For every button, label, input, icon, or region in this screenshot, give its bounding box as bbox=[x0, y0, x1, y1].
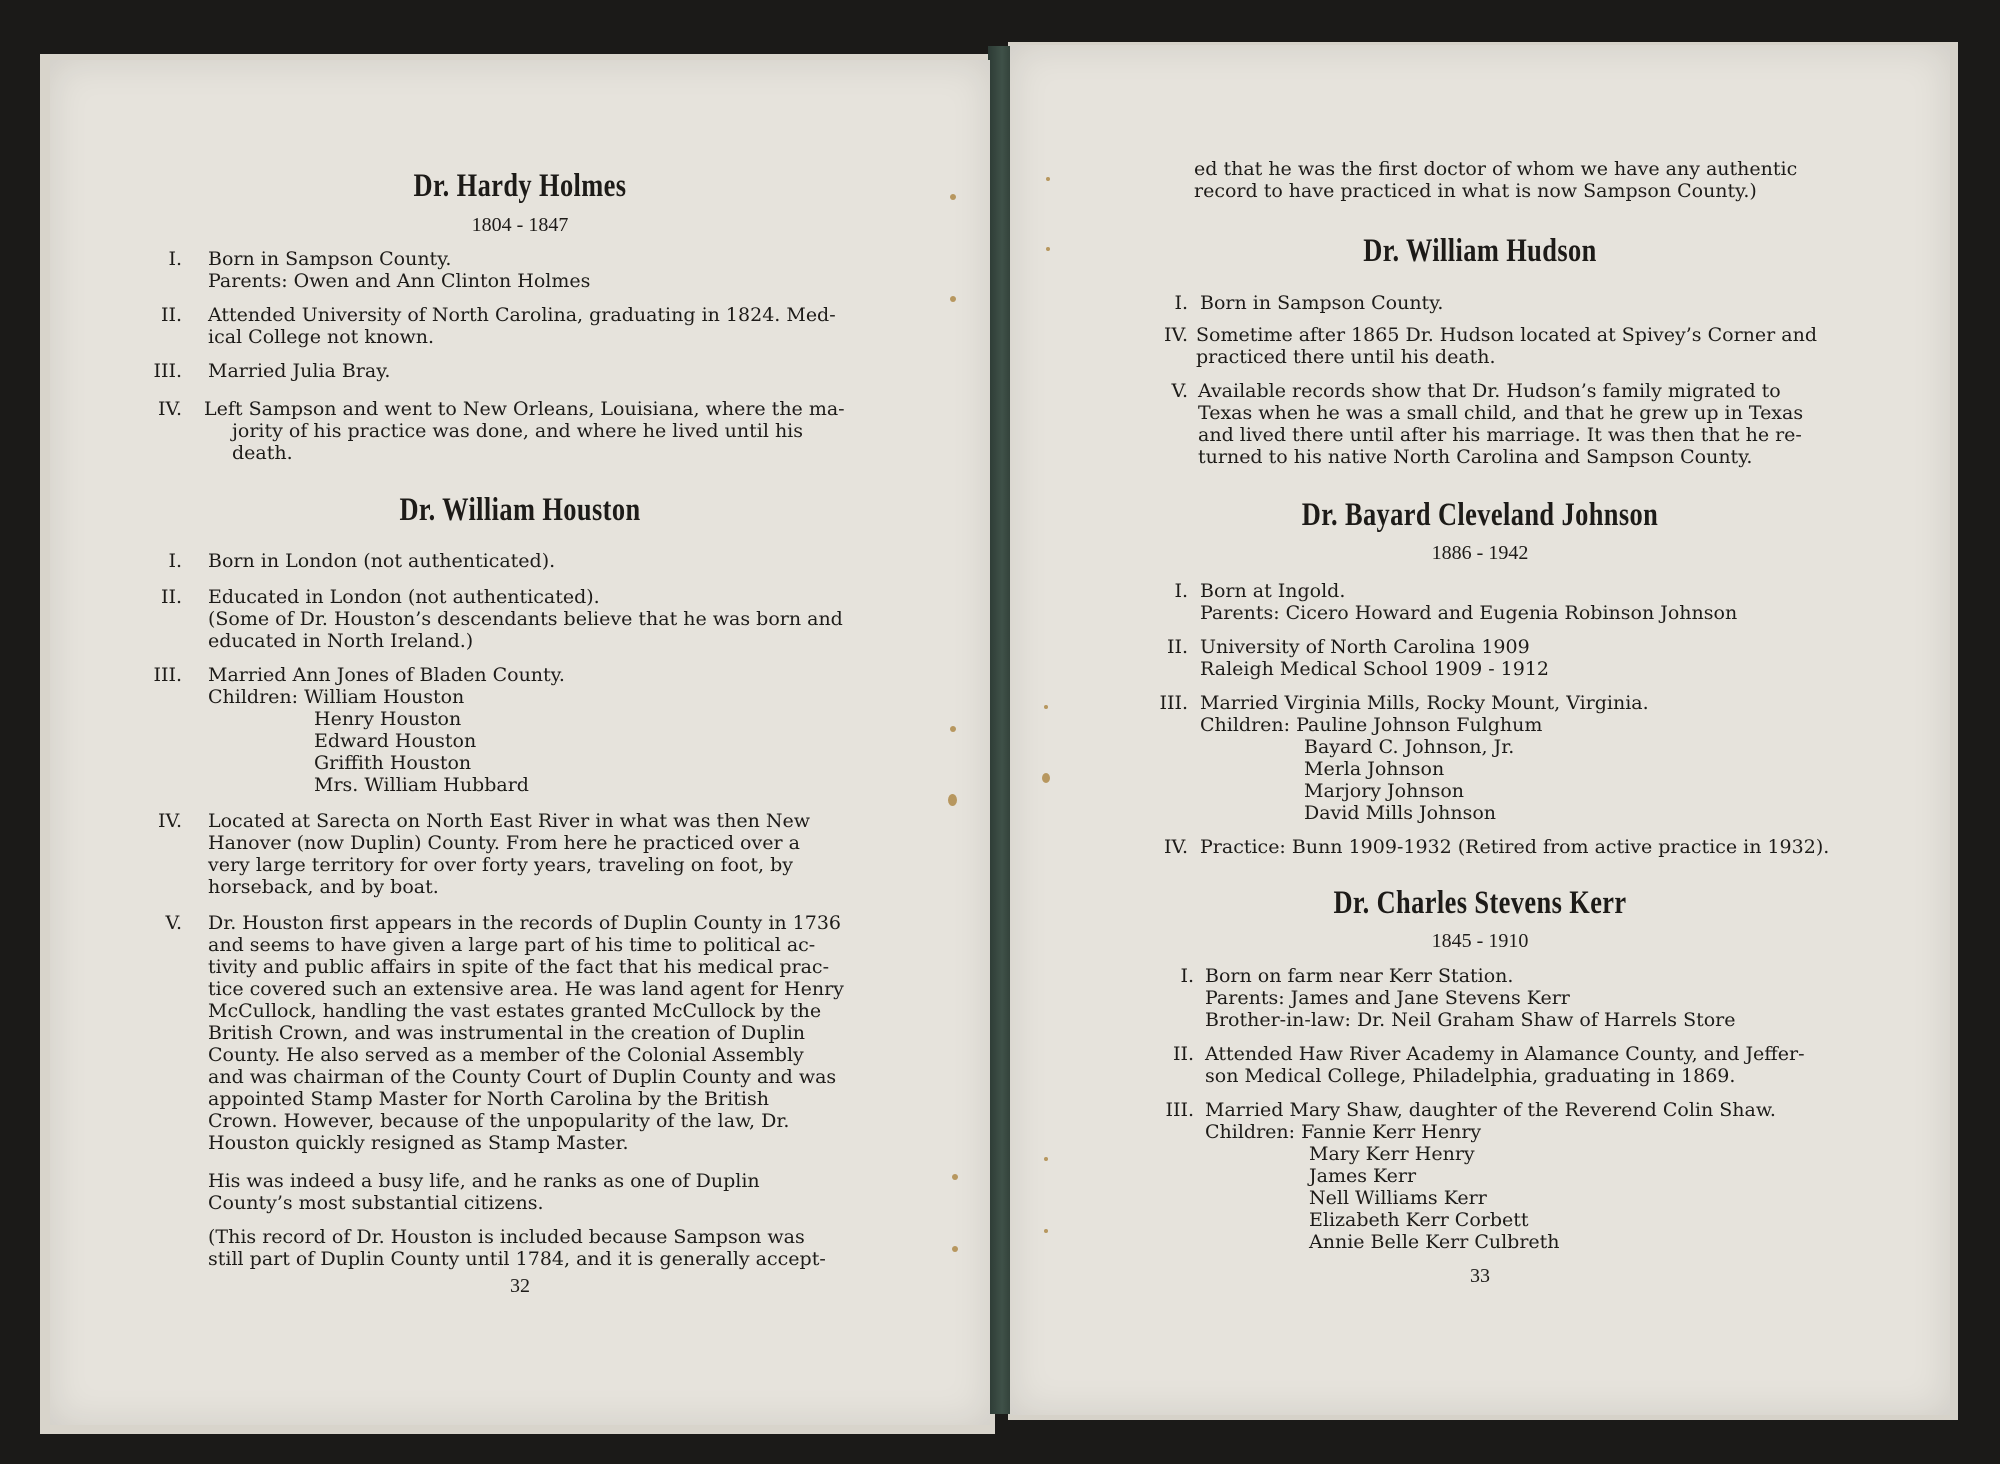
item-number: I. bbox=[1174, 292, 1188, 314]
item-number: II. bbox=[1166, 636, 1188, 658]
item-number: I. bbox=[168, 248, 182, 270]
item-line: Sometime after 1865 Dr. Hudson located at Spivey’s Corner and bbox=[1196, 324, 1817, 346]
item-line: Griffith Houston bbox=[314, 752, 472, 774]
item-line: horseback, and by boat. bbox=[208, 876, 439, 898]
page-32 bbox=[50, 60, 990, 1425]
item-line: appointed Stamp Master for North Carolina by the British bbox=[208, 1088, 769, 1110]
item-line: turned to his native North Carolina and Sampson County. bbox=[1198, 446, 1753, 468]
item-line: Married Mary Shaw, daughter of the Reverend Colin Shaw. bbox=[1205, 1099, 1776, 1121]
staple-hole bbox=[952, 1174, 958, 1180]
item-number: III. bbox=[1165, 1099, 1194, 1121]
item-line: Born in Sampson County. bbox=[1200, 292, 1444, 314]
staple-hole bbox=[1046, 177, 1050, 181]
heading-hardy-holmes: Dr. Hardy Holmes bbox=[413, 168, 627, 204]
item-line: Educated in London (not authenticated). bbox=[208, 586, 600, 608]
item-line: James Kerr bbox=[1309, 1165, 1417, 1187]
item-line: Born at Ingold. bbox=[1200, 580, 1346, 602]
staple-hole bbox=[1046, 247, 1050, 251]
item-line: Married Julia Bray. bbox=[208, 360, 391, 382]
item-line: educated in North Ireland.) bbox=[208, 630, 474, 652]
item-number: I. bbox=[1180, 965, 1194, 987]
item-line: Available records show that Dr. Hudson’s family migrated to bbox=[1198, 380, 1781, 402]
item-line: (Some of Dr. Houston’s descendants believe that he was born and bbox=[208, 608, 843, 630]
heading-william-houston: Dr. William Houston bbox=[399, 492, 641, 528]
item-number: II. bbox=[1172, 1043, 1194, 1065]
item-line: and was chairman of the County Court of Duplin County and was bbox=[208, 1066, 837, 1088]
paragraph-line: still part of Duplin County until 1784, and it is generally accept- bbox=[208, 1248, 826, 1270]
staple-hole bbox=[1044, 705, 1048, 709]
item-number: I. bbox=[168, 550, 182, 572]
item-line: tice covered such an extensive area. He was land agent for Henry bbox=[208, 978, 844, 1000]
item-line: Married Ann Jones of Bladen County. bbox=[208, 664, 565, 686]
item-line: Born on farm near Kerr Station. bbox=[1205, 965, 1514, 987]
item-line: Parents: Cicero Howard and Eugenia Robinson Johnson bbox=[1200, 602, 1738, 624]
staple-hole bbox=[950, 296, 956, 302]
item-line: son Medical College, Philadelphia, graduating in 1869. bbox=[1205, 1065, 1736, 1087]
item-line: Practice: Bunn 1909-1932 (Retired from active practice in 1932). bbox=[1200, 836, 1830, 858]
item-line: practiced there until his death. bbox=[1196, 346, 1496, 368]
item-line: and seems to have given a large part of his time to political ac- bbox=[208, 934, 816, 956]
carry-over-line: record to have practiced in what is now Sampson County.) bbox=[1194, 180, 1757, 202]
heading-bayard-cleveland-johnson: Dr. Bayard Cleveland Johnson bbox=[1301, 497, 1659, 533]
item-line: Attended University of North Carolina, graduating in 1824. Med- bbox=[208, 304, 836, 326]
page-33 bbox=[1010, 45, 1950, 1415]
rust-spot bbox=[1042, 773, 1050, 783]
item-line: Parents: Owen and Ann Clinton Holmes bbox=[208, 270, 591, 292]
item-line: Children: Fannie Kerr Henry bbox=[1205, 1121, 1482, 1143]
item-line: British Crown, and was instrumental in the creation of Duplin bbox=[208, 1022, 806, 1044]
item-number: I. bbox=[1174, 580, 1188, 602]
item-line: University of North Carolina 1909 bbox=[1200, 636, 1530, 658]
heading-charles-stevens-kerr: Dr. Charles Stevens Kerr bbox=[1333, 885, 1627, 921]
item-line: and lived there until after his marriage. It was then that he re- bbox=[1198, 424, 1802, 446]
staple-hole bbox=[950, 726, 956, 732]
item-line: tivity and public affairs in spite of the fact that his medical prac- bbox=[208, 956, 829, 978]
item-number: V. bbox=[1171, 380, 1188, 402]
item-line: Marjory Johnson bbox=[1304, 780, 1465, 802]
item-line: Located at Sarecta on North East River in what was then New bbox=[208, 810, 811, 832]
item-number: III. bbox=[153, 664, 182, 686]
item-line: Brother-in-law: Dr. Neil Graham Shaw of Harrels Store bbox=[1205, 1009, 1736, 1031]
item-line: County. He also served as a member of the Colonial Assembly bbox=[208, 1044, 804, 1066]
item-line: Attended Haw River Academy in Alamance County, and Jeffer- bbox=[1205, 1043, 1805, 1065]
item-line: Parents: James and Jane Stevens Kerr bbox=[1205, 987, 1570, 1009]
staple-hole bbox=[952, 1246, 958, 1252]
item-line: Children: William Houston bbox=[208, 686, 465, 708]
item-line: death. bbox=[232, 442, 293, 464]
page-number: 32 bbox=[510, 1275, 530, 1297]
item-line: Merla Johnson bbox=[1304, 758, 1445, 780]
item-line: Children: Pauline Johnson Fulghum bbox=[1200, 714, 1543, 736]
item-line: Elizabeth Kerr Corbett bbox=[1309, 1209, 1529, 1231]
carry-over-line: ed that he was the first doctor of whom we have any authentic bbox=[1194, 158, 1798, 180]
item-line: Born in Sampson County. bbox=[208, 248, 452, 270]
heading-william-hudson: Dr. William Hudson bbox=[1363, 233, 1597, 269]
item-line: Bayard C. Johnson, Jr. bbox=[1304, 736, 1515, 758]
item-line: Mary Kerr Henry bbox=[1309, 1143, 1475, 1165]
staple-hole bbox=[1044, 1229, 1048, 1233]
item-line: Crown. However, because of the unpopularity of the law, Dr. bbox=[208, 1110, 790, 1132]
item-line: McCullock, handling the vast estates granted McCullock by the bbox=[208, 1000, 822, 1022]
rust-spot bbox=[948, 794, 957, 806]
paragraph-line: (This record of Dr. Houston is included because Sampson was bbox=[208, 1226, 805, 1248]
item-number: V. bbox=[165, 912, 182, 934]
item-number: IV. bbox=[158, 810, 182, 832]
item-line: Houston quickly resigned as Stamp Master. bbox=[208, 1132, 629, 1154]
item-number: IV. bbox=[158, 398, 182, 420]
item-line: Henry Houston bbox=[314, 708, 462, 730]
item-line: Texas when he was a small child, and that he grew up in Texas bbox=[1198, 402, 1804, 424]
item-line: Hanover (now Duplin) County. From here he practiced over a bbox=[208, 832, 800, 854]
paragraph-line: His was indeed a busy life, and he ranks as one of Duplin bbox=[208, 1170, 760, 1192]
item-line: jority of his practice was done, and where he lived until his bbox=[232, 420, 804, 442]
item-line: Born in London (not authenticated). bbox=[208, 550, 556, 572]
item-line: Married Virginia Mills, Rocky Mount, Virginia. bbox=[1200, 692, 1649, 714]
item-line: very large territory for over forty years, traveling on foot, by bbox=[208, 854, 793, 876]
item-number: IV. bbox=[1164, 324, 1188, 346]
item-line: Left Sampson and went to New Orleans, Louisiana, where the ma- bbox=[204, 398, 845, 420]
dates-hardy-holmes: 1804 - 1847 bbox=[471, 214, 569, 236]
item-number: II. bbox=[160, 304, 182, 326]
item-line: Nell Williams Kerr bbox=[1309, 1187, 1487, 1209]
item-line: Dr. Houston first appears in the records of Duplin County in 1736 bbox=[208, 912, 842, 934]
dates-charles-stevens-kerr: 1845 - 1910 bbox=[1431, 930, 1529, 952]
item-line: ical College not known. bbox=[208, 326, 435, 348]
item-line: Edward Houston bbox=[314, 730, 477, 752]
item-line: Raleigh Medical School 1909 - 1912 bbox=[1200, 658, 1550, 680]
item-number: III. bbox=[1159, 692, 1188, 714]
staple-hole bbox=[950, 194, 956, 200]
item-number: III. bbox=[153, 360, 182, 382]
paragraph-line: County’s most substantial citizens. bbox=[208, 1192, 544, 1214]
item-line: Annie Belle Kerr Culbreth bbox=[1309, 1231, 1560, 1253]
staple-hole bbox=[1044, 1157, 1048, 1161]
item-number: IV. bbox=[1164, 836, 1188, 858]
dates-bayard-cleveland-johnson: 1886 - 1942 bbox=[1431, 542, 1529, 564]
item-line: David Mills Johnson bbox=[1304, 802, 1497, 824]
item-line: Mrs. William Hubbard bbox=[314, 774, 529, 796]
item-number: II. bbox=[160, 586, 182, 608]
page-number: 33 bbox=[1470, 1265, 1490, 1287]
